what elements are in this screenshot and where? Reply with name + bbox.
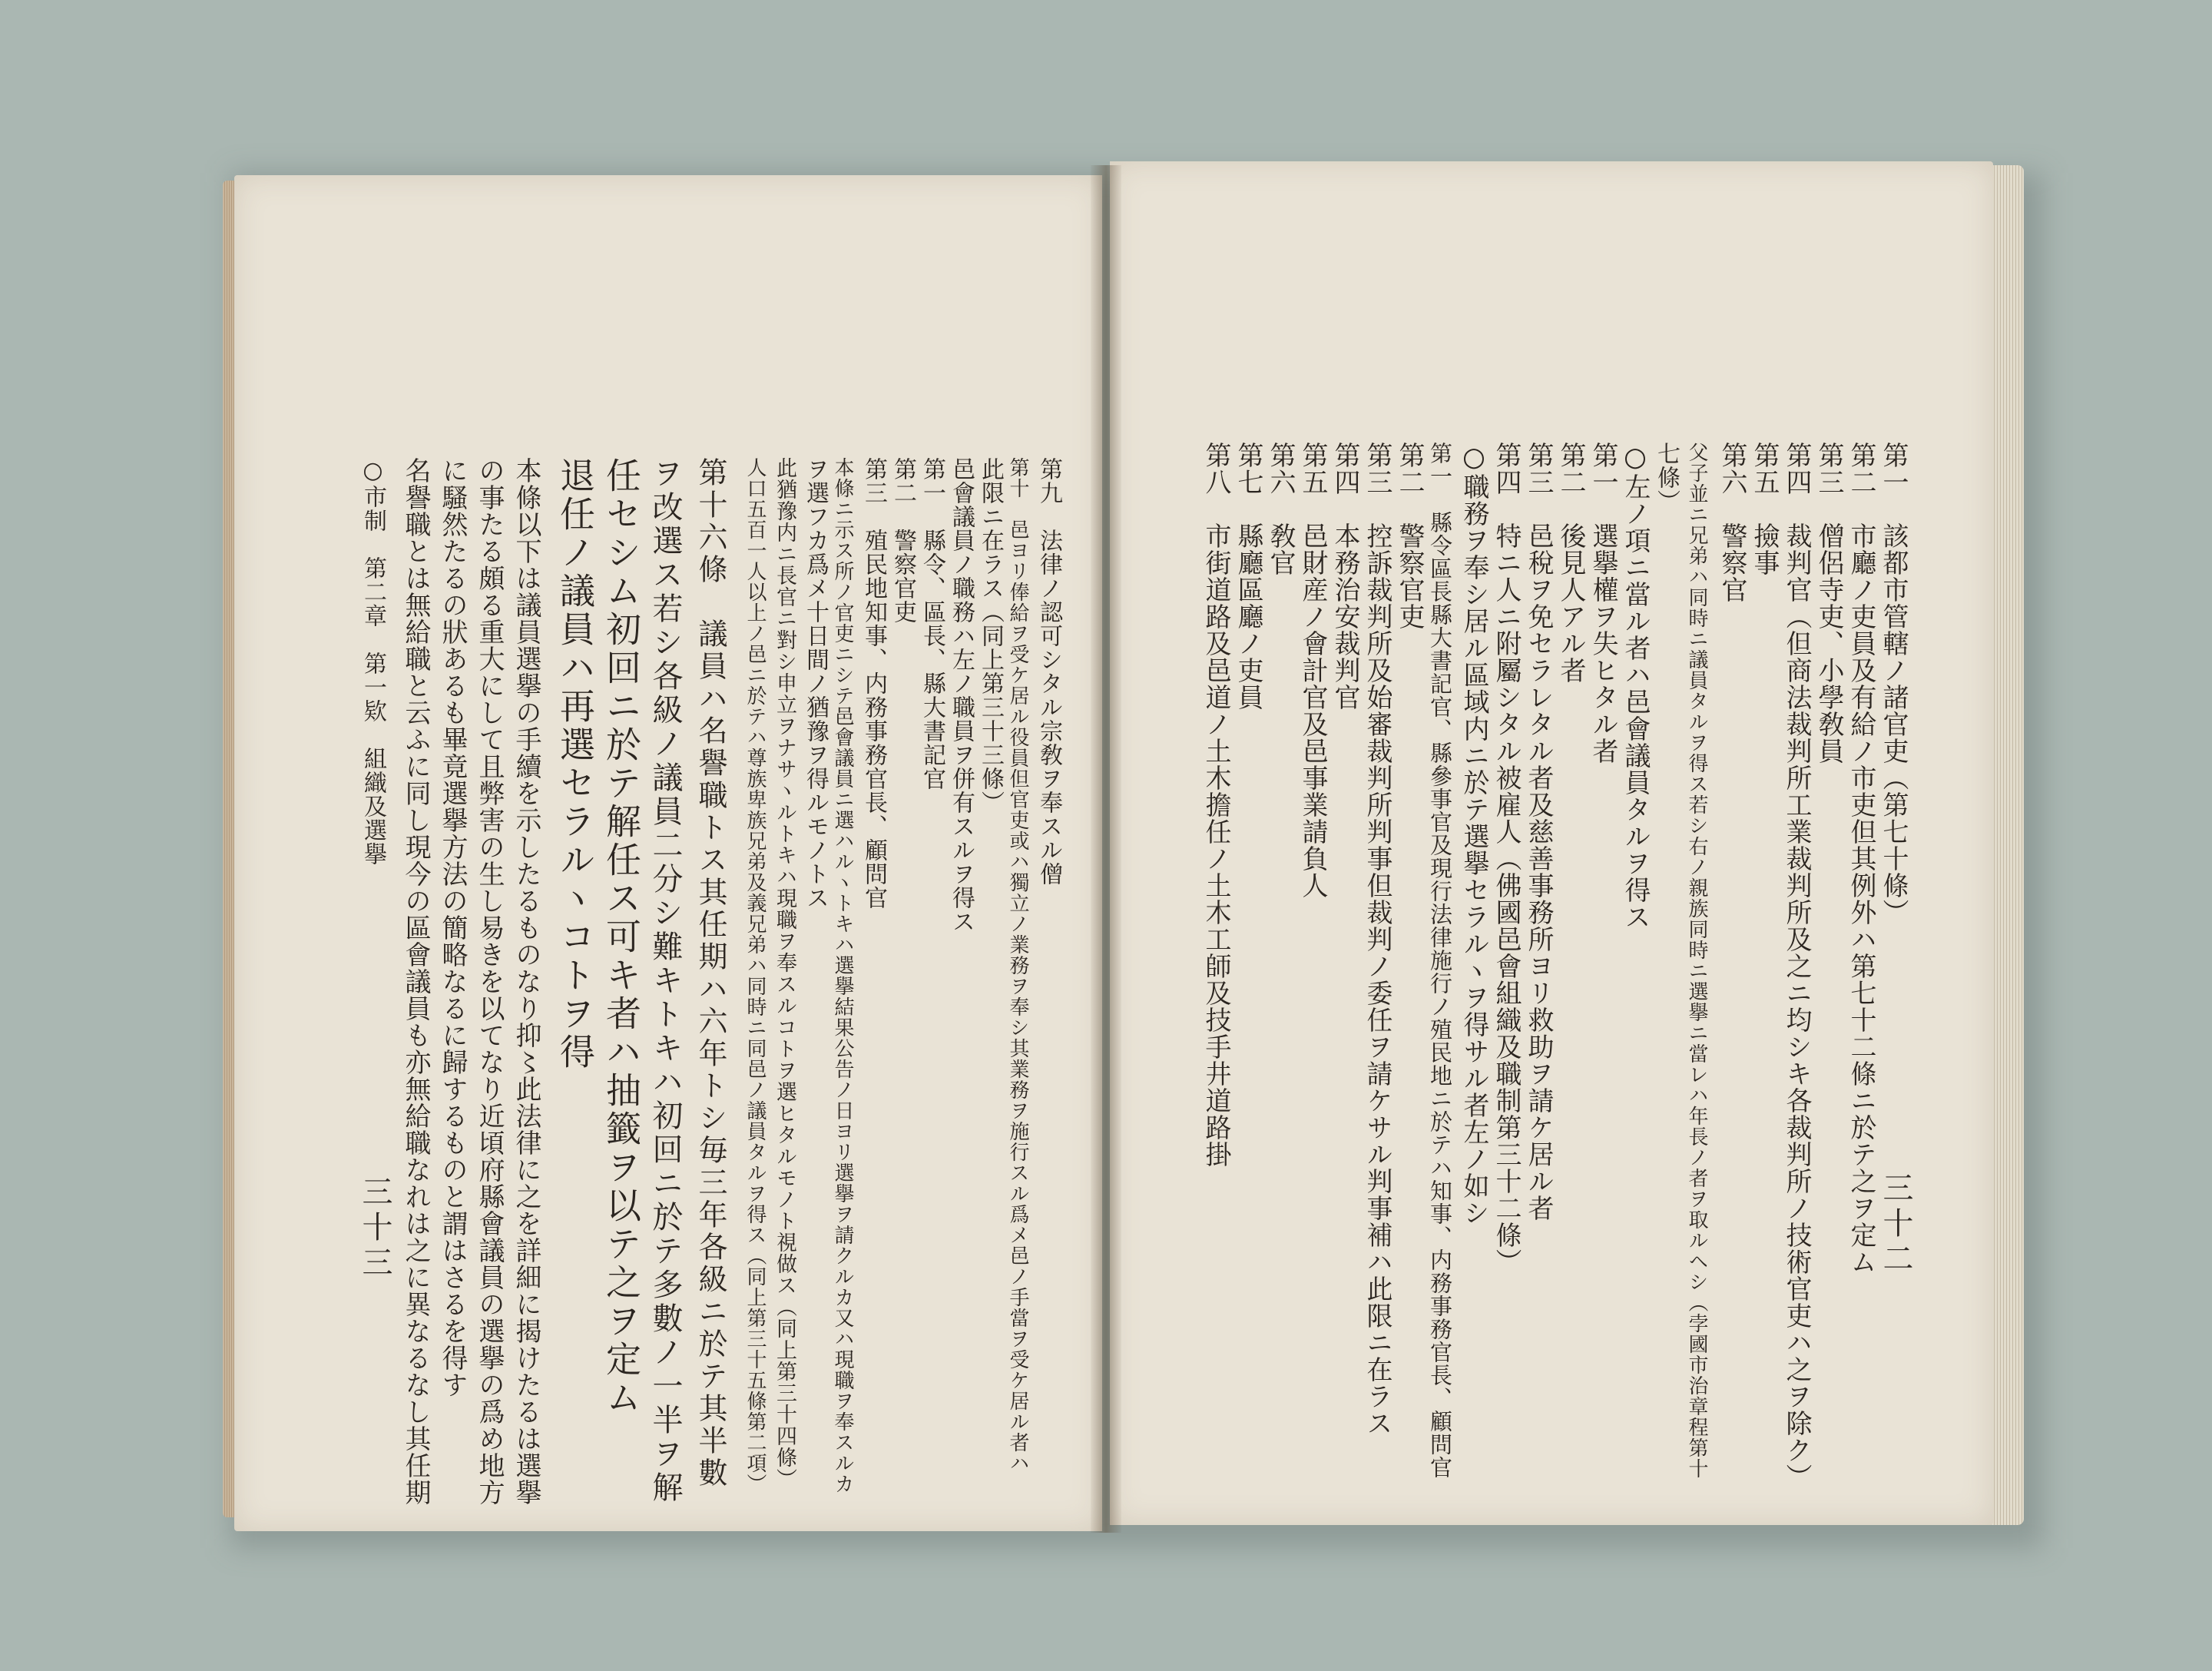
left-col-8: 本條ニ示ス所ノ官吏ニシテ邑會議員ニ選ハルヽトキハ選擧結果公告ノ日ヨリ選擧ヲ請クルカ又ハ現職ヲ奉スルカ	[831, 457, 854, 1494]
left-col-16: 本條以下は議員選擧の手續を示したるものなり抑〻此法律に之を詳細に揭けたるは選擧	[511, 457, 541, 1506]
left-col-3: 此限ニ在ラス（同上第三十三條）	[977, 457, 1004, 814]
left-col-10: 此猶豫内ニ長官ニ對シ申立ヲナサヽルトキハ現職ヲ奉スルコトヲ選ヒタルモノト視做ス（同上第三十四條）	[773, 457, 796, 1490]
right-col-16: 第二 警察官吏	[1394, 442, 1425, 630]
right-page-number: 三十二	[1878, 1172, 1913, 1278]
right-col-22: 第八 市街道路及邑道ノ土木擔任ノ土木工師及技手井道路掛	[1200, 442, 1231, 1168]
left-col-4: 邑會議員ノ職務ハ左ノ職員ヲ併有スルヲ得ス	[948, 457, 975, 933]
right-col-2: 第二 市廳ノ吏員及有給ノ市吏但其例外ハ第七十二條ニ於テ之ヲ定ム	[1846, 442, 1876, 1275]
right-col-12: 第三 邑稅ヲ免セラレタル者及慈善事務所ヨリ救助ヲ請ケ居ル者	[1523, 442, 1554, 1222]
right-col-10: 第一 選擧權ヲ失ヒタル者	[1588, 442, 1618, 764]
right-col-19: 第五 邑財産ノ會計官及邑事業請負人	[1297, 442, 1328, 899]
right-col-17: 第三 控訴裁判所及始審裁判所判事但裁判ノ委任ヲ請ケサル判事補ハ此限ニ在ラス	[1362, 442, 1392, 1437]
left-col-7: 第三 殖民地知事、内務事務官長、顧問官	[860, 457, 887, 910]
left-col-12: 第十六條 議員ハ名譽職トス其任期ハ六年トシ毎三年各級ニ於テ其半數	[694, 457, 727, 1490]
book-gutter	[1091, 165, 1121, 1533]
left-col-6: 第二 警察官吏	[889, 457, 916, 624]
right-col-21: 第七 縣廳區廳ノ吏員	[1233, 442, 1263, 711]
left-col-9: ヲ選フカ爲メ十日間ノ猶豫ヲ得ルモノトス	[802, 457, 829, 910]
left-col-1: 第九 法律ノ認可シタル宗敎ヲ奉スル僧	[1035, 457, 1062, 886]
left-col-19: 名譽職とは無給職と云ふに同し現今の區會議員も亦無給職なれは之に異なるなし其任期	[400, 457, 431, 1506]
right-col-13: 第四 特ニ人ニ附屬シタル被雇人（佛國邑會組織及職制第三十二條）	[1491, 442, 1522, 1275]
right-col-8: 七條）	[1653, 442, 1680, 513]
right-col-6: 第六 警察官	[1717, 442, 1747, 603]
right-col-15: 第一 縣令區長縣大書記官、縣參事官及現行法律施行ノ殖民地ニ於テハ知事、内務事務官長、顧問官	[1427, 442, 1453, 1479]
left-col-5: 第一 縣令、區長、縣大書記官	[919, 457, 945, 791]
right-col-11: 第二 後見人アル者	[1555, 442, 1586, 684]
right-col-3: 第三 僧侶寺吏、小學敎員	[1813, 442, 1844, 764]
left-col-14: 任セシム初回ニ於テ解任ス可キ者ハ抽籤ヲ以テ之ヲ定ム	[601, 457, 642, 1417]
left-page-number: 三十三	[357, 1175, 392, 1281]
left-col-18: に騷然たるの狀あるも畢竟選擧方法の簡略なるに歸するものと謂はさるを得す	[437, 457, 468, 1398]
right-col-14: ○職務ヲ奉シ居ル區域内ニ於テ選擧セラルヽヲ得サル者左ノ如シ	[1459, 442, 1489, 1226]
right-col-5: 第五 撿事	[1749, 442, 1780, 576]
right-col-7: 父子並ニ兄弟ハ同時ニ議員タルヲ得ス若シ右ノ親族同時ニ選擧ニ當レハ年長ノ者ヲ取ルヘシ（孛國市治章程第十	[1685, 442, 1708, 1479]
right-col-9: ○左ノ項ニ當ル者ハ邑會議員タルヲ得ス	[1620, 442, 1651, 930]
left-col-13: ヲ改選ス若シ各級ノ議員二分シ難キトキハ初回ニ於テ多數ノ一半ヲ解	[647, 457, 683, 1505]
left-col-11: 人口五百一人以上ノ邑ニ於テハ尊族卑族兄弟及義兄弟ハ同時ニ同邑ノ議員タルヲ得ス（同上第三十五條第二項）	[743, 457, 767, 1494]
right-col-18: 第四 本務治安裁判官	[1330, 442, 1360, 711]
right-col-1: 第一 該都市管轄ノ諸官吏（第七十條）	[1878, 442, 1909, 926]
right-col-20: 第六 敎官	[1265, 442, 1296, 576]
left-col-17: の事たる頗る重大にして且弊害の生し易きを以てなり近頃府縣會議員の選擧の爲め地方	[474, 457, 505, 1506]
left-col-15: 退任ノ議員ハ再選セラルヽコトヲ得	[555, 457, 596, 1072]
left-col-2: 第十 邑ヨリ俸給ヲ受ケ居ル役員但官吏或ハ獨立ノ業務ヲ奉シ其業務ヲ施行スル爲メ邑ノ手當ヲ受ケ居ル者ハ	[1006, 457, 1029, 1474]
left-page-footer: ○市制 第二章 第一欵 組織及選擧	[359, 457, 386, 866]
right-col-4: 第四 裁判官（但商法裁判所工業裁判所及之ニ均シキ各裁判所ノ技術官吏ハ之ヲ除ク）	[1781, 442, 1812, 1490]
